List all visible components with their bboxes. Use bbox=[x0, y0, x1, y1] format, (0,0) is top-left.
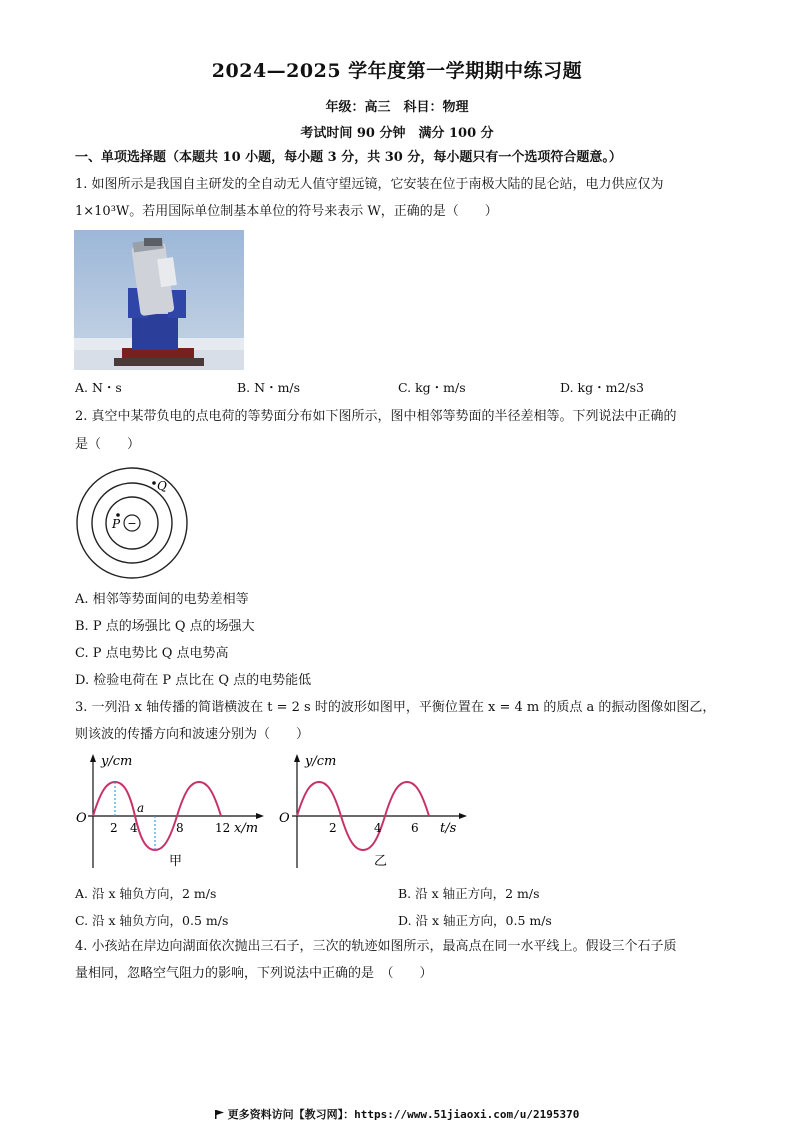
tick-4: 4 bbox=[130, 821, 138, 835]
y-axis-arrow bbox=[90, 754, 96, 762]
tick-6: 6 bbox=[411, 821, 419, 835]
y-axis-label: y/cm bbox=[305, 754, 337, 769]
equipotential-diagram bbox=[74, 466, 194, 586]
tick-8: 8 bbox=[176, 821, 184, 835]
telescope-image bbox=[74, 230, 244, 370]
q2-line1: 2. 真空中某带负电的点电荷的等势面分布如下图所示，图中相邻等势面的半径差相等。下列说法中正确的 bbox=[75, 409, 677, 424]
q3-option-d: D. 沿 x 轴正方向，0.5 m/s bbox=[398, 913, 552, 928]
q1-option-b: B. N・m/s bbox=[237, 380, 301, 395]
tick-2: 2 bbox=[329, 821, 337, 835]
wave-graph-jia bbox=[70, 750, 270, 875]
charge-sign: − bbox=[127, 517, 137, 530]
q2-option-a: A. 相邻等势面间的电势差相等 bbox=[75, 592, 249, 607]
x-axis-label: x/m bbox=[234, 821, 259, 836]
point-a-label: a bbox=[137, 801, 145, 815]
q1-option-d: D. kg・m2/s3 bbox=[560, 380, 644, 395]
footer bbox=[0, 1106, 794, 1122]
q4-line2: 量相同，忽略空气阻力的影响，下列说法中正确的是 （ ） bbox=[75, 966, 433, 981]
time-score: 考试时间 90 分钟 满分 100 分 bbox=[300, 126, 494, 141]
q3-option-b: B. 沿 x 轴正方向，2 m/s bbox=[398, 886, 540, 901]
origin-label: O bbox=[76, 811, 87, 826]
t-axis-label: t/s bbox=[440, 821, 457, 836]
q2-line2: 是（ ） bbox=[75, 437, 141, 452]
q2-option-c: C. P 点电势比 Q 点电势高 bbox=[75, 646, 229, 661]
tick-4: 4 bbox=[374, 821, 382, 835]
q1-option-c: C. kg・m/s bbox=[398, 380, 466, 395]
point-q-dot bbox=[152, 481, 156, 485]
footer-link[interactable]: 更多资料访问【教习网】：https://www.51jiaoxi.com/u/2195370 bbox=[227, 1108, 580, 1121]
point-p-label: P bbox=[112, 517, 121, 531]
q3-option-a: A. 沿 x 轴负方向，2 m/s bbox=[75, 886, 217, 901]
telescope-photo bbox=[74, 230, 244, 370]
q3-line2: 则该波的传播方向和波速分别为（ ） bbox=[75, 727, 310, 742]
origin-label: O bbox=[279, 811, 290, 826]
graph-caption-yi: 乙 bbox=[374, 854, 388, 869]
point-q-label: Q bbox=[157, 479, 167, 493]
y-axis-label: y/cm bbox=[101, 754, 133, 769]
q2-option-b: B. P 点的场强比 Q 点的场强大 bbox=[75, 619, 255, 634]
graph-caption-jia: 甲 bbox=[169, 854, 183, 869]
tick-2: 2 bbox=[110, 821, 118, 835]
exam-title: 2024—2025 学年度第一学期期中练习题 bbox=[211, 60, 583, 82]
q1-line2: 1×10³W。若用国际单位制基本单位的符号来表示 W，正确的是（ ） bbox=[75, 204, 498, 219]
q1-option-a: A. N・s bbox=[75, 380, 122, 395]
t-axis-arrow bbox=[459, 813, 467, 819]
q4-line1: 4. 小孩站在岸边向湖面依次抛出三石子，三次的轨迹如图所示，最高点在同一水平线上。假设三个石子质 bbox=[75, 939, 677, 954]
q2-option-d: D. 检验电荷在 P 点比在 Q 点的电势能低 bbox=[75, 673, 312, 688]
q3-option-c: C. 沿 x 轴负方向，0.5 m/s bbox=[75, 913, 229, 928]
q1-line1: 1. 如图所示是我国自主研发的全自动无人值守望远镜，它安装在位于南极大陆的昆仑站，电力供应仅为 bbox=[75, 177, 664, 192]
grade-subject: 年级：高三 科目：物理 bbox=[325, 100, 469, 115]
vibration-graph-yi bbox=[273, 750, 473, 875]
section-heading: 一、单项选择题（本题共 10 小题，每小题 3 分，共 30 分，每小题只有一个选项符合题意。） bbox=[75, 150, 622, 165]
q3-line1: 3. 一列沿 x 轴传播的简谐横波在 t = 2 s 时的波形如图甲，平衡位置在 x = 4 m 的质点 a 的振动图像如图乙， bbox=[75, 700, 716, 715]
flag-icon bbox=[215, 1110, 224, 1119]
x-axis-arrow bbox=[256, 813, 264, 819]
tick-12: 12 bbox=[215, 821, 231, 835]
y-axis-arrow bbox=[294, 754, 300, 762]
